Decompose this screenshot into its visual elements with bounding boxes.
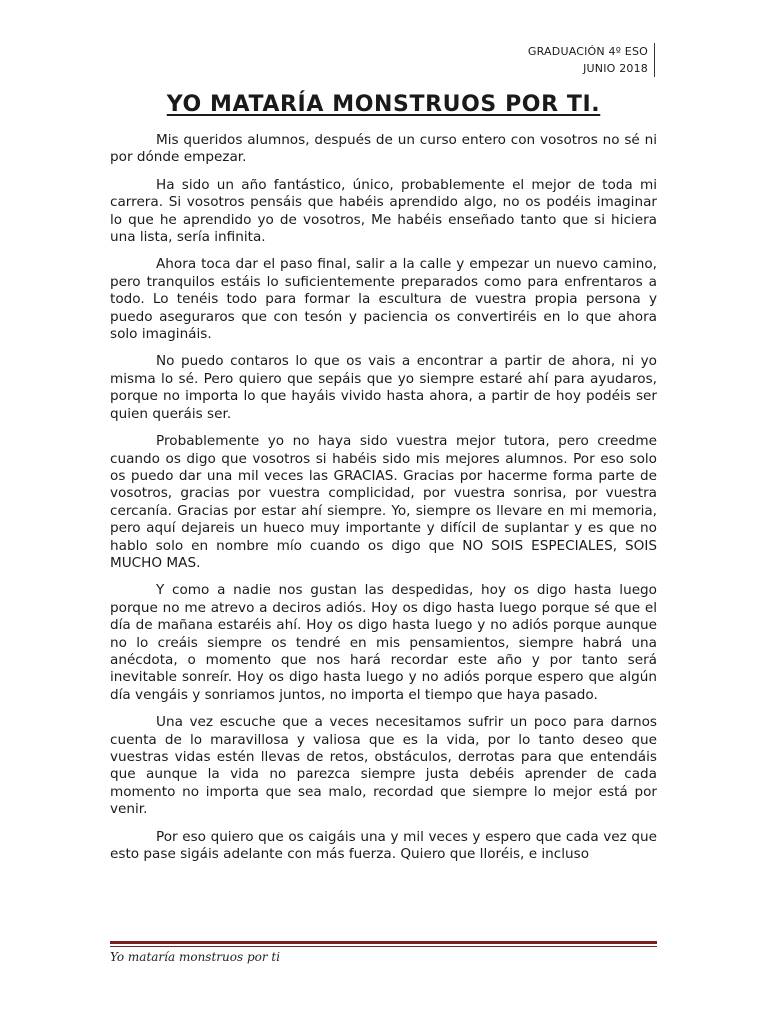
paragraph: Ha sido un año fantástico, único, probablemente el mejor de toda mi carrera. Si vosotros pensáis que habéis aprendido algo, no os podéis imaginar lo que he aprendido yo de vosotros, Me habéis enseñado tanto que si hiciera una lista, sería infinita. xyxy=(110,176,657,246)
document-body xyxy=(110,132,657,920)
footer-rule-thin xyxy=(110,946,657,947)
document-title: YO MATARÍA MONSTRUOS POR TI. xyxy=(166,92,601,117)
paragraph: Y como a nadie nos gustan las despedidas, hoy os digo hasta luego porque no me atrevo a deciros adiós. Hoy os digo hasta luego porque sé que el día de mañana estaréis ahí. Hoy os digo hasta luego y no adiós porque aunque no lo creáis siempre os tendré en mis pensamientos, siempre habrá una anécdota, o momento que nos hará recordar este año y por tanto será inevitable sonreír. Hoy os digo hasta luego y no adiós porque espero que algún día vengáis y sonriamos juntos, no importa el tiempo que haya pasado. xyxy=(110,582,657,703)
header-event: GRADUACIÓN 4º ESO xyxy=(527,45,648,58)
header-vertical-rule xyxy=(654,43,655,77)
paragraph: Mis queridos alumnos, después de un curso entero con vosotros no sé ni por dónde empezar. xyxy=(110,132,657,166)
document-header xyxy=(528,43,648,77)
paragraph: Una vez escuche que a veces necesitamos sufrir un poco para darnos cuenta de lo maravillosa y valiosa que es la vida, por lo tanto deseo que vuestras vidas estén llevas de retos, obstáculos, derrotas para que entendáis que aunque la vida no parezca siempre justa debéis aprender de cada momento no importa que sea malo, recordad que siempre lo mejor está por venir. xyxy=(110,714,657,818)
paragraph: Probablemente yo no haya sido vuestra mejor tutora, pero creedme cuando os digo que vosotros si habéis sido mis mejores alumnos. Por eso solo os puedo dar una mil veces las GRACIAS. Gracias por hacerme forma parte de vosotros, gracias por vuestra complicidad, por vuestra sonrisa, por vuestra cercanía. Gracias por estar ahí siempre. Yo, siempre os llevare en mi memoria, pero aquí dejareis un hueco muy importante y difícil de suplantar y es que no hablo solo en nombre mío cuando os digo que NO SOIS ESPECIALES, SOIS MUCHO MAS. xyxy=(110,433,657,571)
footer-rule-thick xyxy=(110,941,657,944)
paragraph: Por eso quiero que os caigáis una y mil veces y espero que cada vez que esto pase sigáis adelante con más fuerza. Quiero que lloréis, e incluso xyxy=(110,828,657,863)
paragraph: No puedo contaros lo que os vais a encontrar a partir de ahora, ni yo misma lo sé. Pero quiero que sepáis que yo siempre estaré ahí para ayudaros, porque no importa lo que hayáis vivido hasta ahora, a partir de hoy podéis ser quien queráis ser. xyxy=(110,353,657,422)
footer-title: Yo mataría monstruos por ti xyxy=(110,950,281,964)
paragraph: Ahora toca dar el paso final, salir a la calle y empezar un nuevo camino, pero tranquilos estáis lo suficientemente preparados como para enfrentaros a todo. Lo tenéis todo para formar la escultura de vuestra propia persona y puedo aseguraros que con tesón y paciencia os convertiréis en lo que ahora solo imagináis. xyxy=(110,256,657,343)
header-date: JUNIO 2018 xyxy=(583,62,648,75)
